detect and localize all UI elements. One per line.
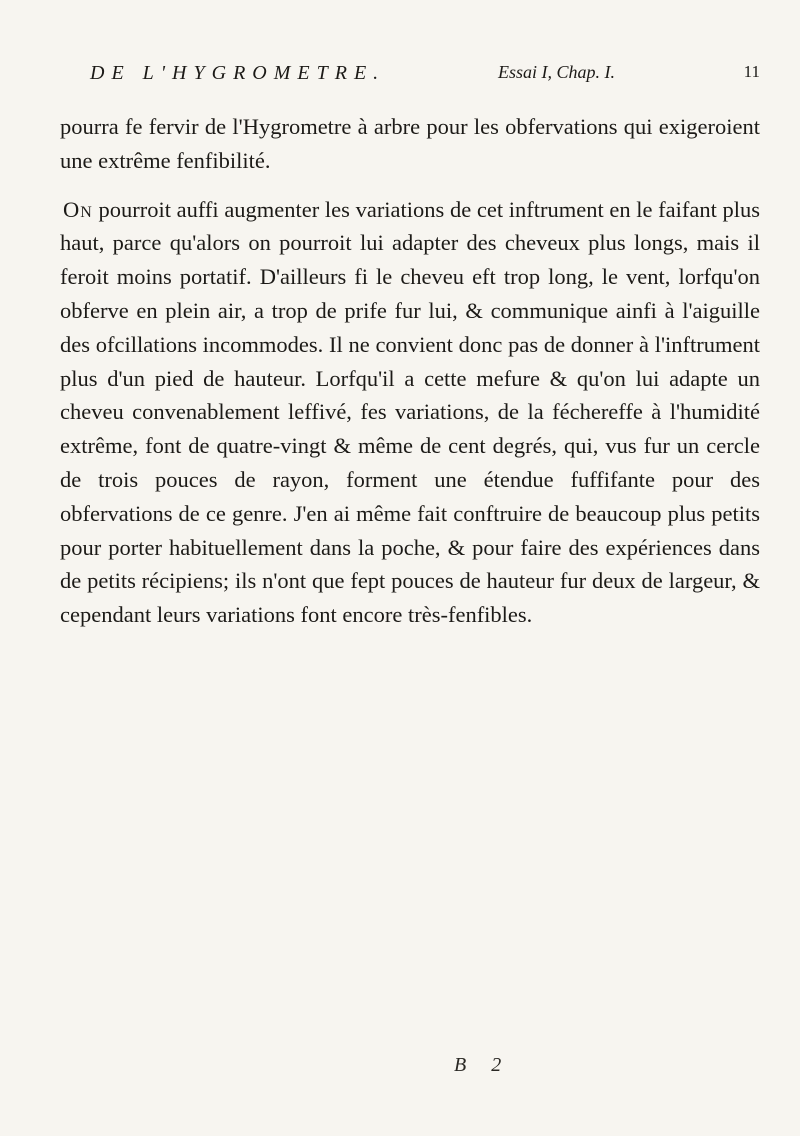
running-title: DE L'HYGROMETRE.: [90, 62, 386, 84]
paragraph: [60, 193, 760, 632]
paragraph-continuation: pourra fe fervir de l'Hygrometre à arbre pour les obfervations qui exigeroient une extrême fenfibilité.: [60, 114, 760, 173]
paragraph-opening-word: On: [63, 196, 93, 222]
body-text: [60, 110, 760, 632]
running-head: [60, 62, 760, 90]
page-number: 11: [743, 62, 760, 81]
signature-mark: B 2: [454, 1054, 512, 1076]
section-reference: Essai I, Chap. I.: [498, 62, 615, 82]
paragraph-text: pourroit auffi augmenter les variations de cet inftrument en le faifant plus haut, parce qu'alors on pourroit lui adapter des cheveux plus longs, mais il feroit moins portatif. D'ailleurs fi le cheveu eft trop long, le vent, lorfqu'on obferve en plein air, a trop de prife fur lui, & communique ainfi à l'aiguille des ofcillations incommodes. Il ne convient donc pas de donner à l'inftrument plus d'un pied de hauteur. Lorfqu'il a cette mefure & qu'on lui adapte un cheveu convenablement leffivé, fes variations, de la féchereffe à l'humidité extrême, font de quatre-vingt & même de cent degrés, qui, vus fur un cercle de trois pouces de rayon, forment une étendue fuffifante pour des obfervations de ce genre. J'en ai même fait conftruire de beaucoup plus petits pour porter habituellement dans la poche, & pour faire des expériences dans de petits récipiens; ils n'ont que fept pouces de hauteur fur deux de largeur, & cependant leurs variations font encore très-fenfibles.: [60, 196, 760, 628]
